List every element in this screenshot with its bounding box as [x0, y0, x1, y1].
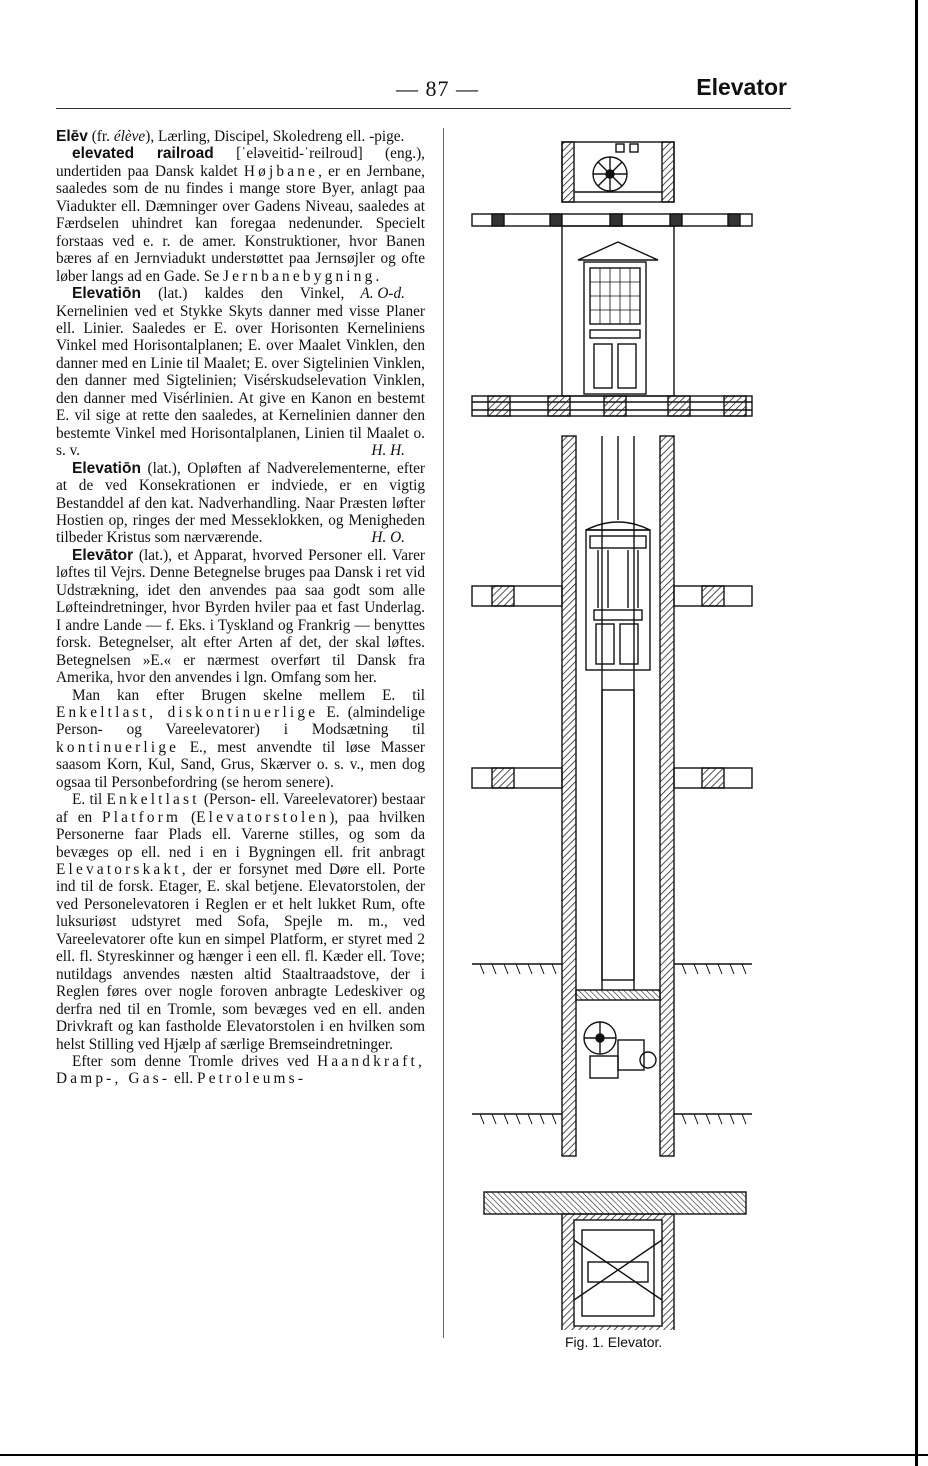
elevator-paragraph-3: E. til Enkeltlast (Person- ell. Vareelevatorer) bestaar af en Platform (Elevatorstolen), paa hvilken Personerne faar Plads ell. Varerne stilles, og som da bevæges op ell. ned i en i Bygningen ell. frit anbragt Elevatorskakt, der er forsynet med Døre ell. Porte ind til de forsk. Etager, E. skal betjene. Elevatorstolen, der ved Personelevatoren i Reglen er et helt lukket Rum, ofte luksuriøst udstyret med Sofa, Spejle m. m., ved Vareelevatorer ofte kun en simpel Platform, er styret med 2 ell. fl. Styreskinner og hænger i een ell. fl. Kæder ell. Tove; nutildags anvendes næsten altid Staaltraadstove, der i Reglen føres over nogle foroven anbragte Ledeskiver og derfra ned til en Tromle, som bevæges ved en ell. anden Drivkraft og kan fastholde Elevatorstolen i en hvilken som helst Stilling ved Hjælp af særlige Bremseindretninger. [56, 791, 425, 1053]
page-edge-bottom [0, 1454, 928, 1456]
entry-elev: Elēv (fr. élève), Lærling, Discipel, Skoledreng ell. -pige. [56, 128, 405, 145]
entry-elevated-railroad: elevated railroad [ˈeləveitid-ˈreilroud] (eng.), undertiden paa Dansk kaldet Højbane, er en Jernbane, saaledes som de nu findes i mange store Byer, anlagt paa Viadukter ell. Dæmninger over Gadens Niveau, saaledes at Færdselen uhindret kan foregaa nedenunder. Specielt forstaas ved e. r. de amer. Konstruktioner, hvor Banen bæres af en Jernviadukt understøttet paa Jernsøjler og ofte løber langs ad en Gade. Se Jernbanebygning. A. O-d. [56, 145, 425, 303]
elevator-paragraph-4: Efter som denne Tromle drives ved Haandkraft, Damp-, Gas- ell. Petroleums- [56, 1053, 425, 1088]
text-column [56, 128, 425, 1088]
page-number: — 87 — [396, 76, 479, 101]
page-header [56, 72, 791, 108]
running-head: Elevator [696, 74, 787, 100]
signature: H. O. [371, 529, 405, 547]
signature: H. H. [371, 442, 405, 460]
signature: A. O-d. [360, 285, 405, 303]
entry-elevation-2: Elevatiōn (lat.), Opløften af Nadverelementerne, efter at de ved Konsekrationen er indviede, er en vigtig Bestanddel af den kat. Nadverhandling. Naar Præsten løfter Hostien op, ringes der med Messeklokken, og Menigheden tilbeder Kristus som nærværende. H. O. [56, 459, 425, 547]
elevator-illustration [470, 130, 770, 1330]
entry-elevation-1: Elevatiōn (lat.) kaldes den Vinkel, Kernelinien ved et Stykke Skyts danner med visse Planer ell. Linier. Saaledes er E. over Horisonten Kerneliniens Vinkel med Horisontalplanen; E. over Maalet Vinklen, den danner med en Linie til Maalet; E. over Sigtelinien Vinklen, den danner med Sigtelinien; Visérskudselevation Vinklen, den danner med Visérlinien. At give en Kanon en bestemt E. vil sige at rette den saaledes, at Kernelinien danner den bestemte Vinkel med Horisontalplanen, Linien til Maalet o. s. v. H. H. [56, 285, 425, 460]
page-edge-right [915, 0, 918, 1466]
elevator-paragraph-2: Man kan efter Brugen skelne mellem E. til Enkeltlast, diskontinuerlige E. (almindelige Person- og Vareelevatorer) i Modsætning til kontinuerlige E., mest anvendte til løse Masser saasom Korn, Kul, Sand, Grus, Skærver o. s. v., men dog ogsaa til Personbefordring (se herom senere). [56, 686, 425, 791]
header-rule [56, 108, 791, 109]
headword-elevation-1: Elevatiōn [72, 285, 141, 303]
elevator-figure [470, 130, 770, 1370]
headword-elev: Elēv [56, 128, 88, 145]
headword-elevation-2: Elevatiōn [72, 459, 141, 477]
headword-elevator: Elevātor [72, 546, 134, 564]
entry-elevator: Elevātor (lat.), et Apparat, hvorved Personer ell. Varer løftes til Vejrs. Denne Betegnelse bruges paa Dansk i ret vid Udstrækning, idet den anvendes paa saa godt som alle Løfteindretninger, hvor Byrden hviler paa et fast Underlag. I andre Lande — f. Eks. i Tyskland og Frankrig — benyttes forsk. Betegnelser, alt efter Arten af det, der skal løftes. Betegnelsen »E.« er nærmest overført til Dansk fra Amerika, hvor den anvendes i lgn. Omfang som her. [56, 546, 425, 687]
figure-caption: Fig. 1. Elevator. [565, 1334, 663, 1350]
headword-elevated-railroad: elevated railroad [72, 145, 214, 163]
column-divider [443, 128, 444, 1338]
